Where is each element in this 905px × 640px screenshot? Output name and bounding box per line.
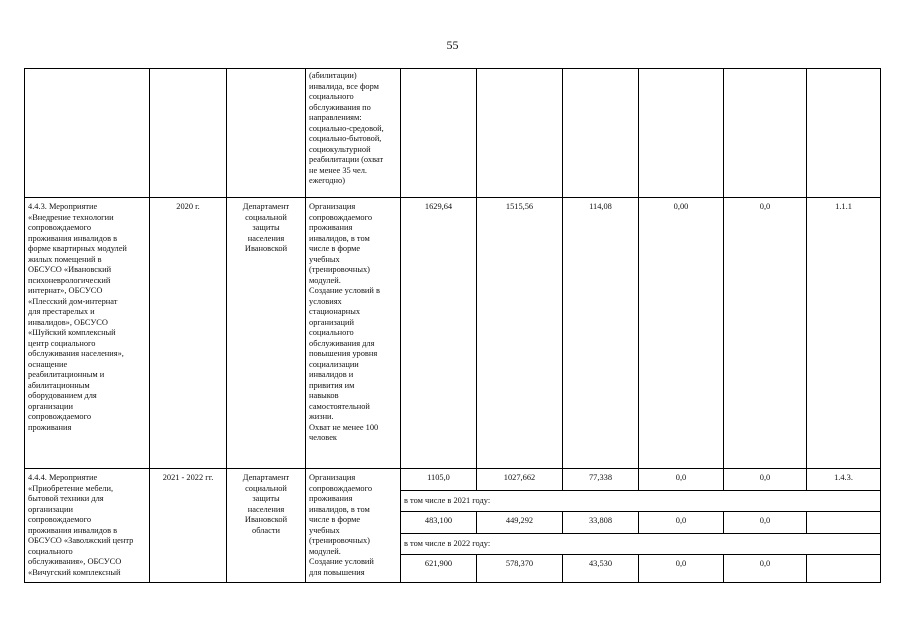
cell-reg — [563, 69, 639, 198]
cell-fed: 1027,662 — [477, 469, 563, 491]
cell-total — [401, 69, 477, 198]
cell-executor — [227, 69, 306, 198]
cell-loc: 0,00 — [639, 198, 724, 469]
cell-executor: Департамент социальной защиты населения Ивановской области — [227, 469, 306, 583]
cell-fed: 1515,56 — [477, 198, 563, 469]
cell-total: 483,100 — [401, 512, 477, 534]
cell-reg: 43,530 — [563, 555, 639, 583]
cell-desc: (абилитации) инвалида, все форм социального обслуживания по направлениям: социально-средовой, социально-бытовой, социокультурной реабилитации (охват не менее 35 чел. ежегодно) — [306, 69, 401, 198]
cell-fed: 578,370 — [477, 555, 563, 583]
cell-total: 1105,0 — [401, 469, 477, 491]
cell-name: 4.4.3. Мероприятие «Внедрение технологии сопровождаемого проживания инвалидов в форме квартирных модулей жилых помещений в ОБСУСО «Ивановский психоневрологический интернат», ОБСУСО «Плесский дом-интернат для престарелых и инвалидов», ОБСУСО «Шуйский комплексный центр социального обслуживания населения», оснащение реабилитационным и абилитационным оборудованием для организации сопровождаемого проживания — [25, 198, 150, 469]
cell-other: 0,0 — [724, 469, 807, 491]
cell-other — [724, 69, 807, 198]
cell-reg: 114,08 — [563, 198, 639, 469]
table-row — [25, 69, 881, 198]
cell-indicator — [807, 555, 881, 583]
cell-year — [150, 69, 227, 198]
cell-indicator: 1.4.3. — [807, 469, 881, 491]
cell-desc: Организация сопровождаемого проживания инвалидов, в том числе в форме учебных (тренировочных) модулей. Создание условий в условиях стационарных организаций социального обслуживания для повышения уровня социализации инвалидов и привития им навыков самостоятельной жизни. Охват не менее 100 человек — [306, 198, 401, 469]
cell-other: 0,0 — [724, 555, 807, 583]
cell-total: 1629,64 — [401, 198, 477, 469]
cell-total: 621,900 — [401, 555, 477, 583]
cell-year: 2021 - 2022 гг. — [150, 469, 227, 583]
cell-reg: 33,808 — [563, 512, 639, 534]
table-row — [25, 198, 881, 469]
cell-executor: Департамент социальной защиты населения Ивановской — [227, 198, 306, 469]
program-table — [24, 68, 881, 583]
cell-indicator — [807, 512, 881, 534]
cell-reg: 77,338 — [563, 469, 639, 491]
cell-loc: 0,0 — [639, 469, 724, 491]
cell-loc — [639, 69, 724, 198]
cell-other: 0,0 — [724, 198, 807, 469]
cell-fed — [477, 69, 563, 198]
cell-indicator: 1.1.1 — [807, 198, 881, 469]
cell-loc: 0,0 — [639, 555, 724, 583]
table-row — [25, 469, 881, 491]
cell-name — [25, 69, 150, 198]
cell-indicator — [807, 69, 881, 198]
page-number: 55 — [446, 38, 459, 52]
cell-desc: Организация сопровождаемого проживания инвалидов, в том числе в форме учебных (тренировочных) модулей. Создание условий для повышения — [306, 469, 401, 583]
cell-fed: 449,292 — [477, 512, 563, 534]
cell-year: 2020 г. — [150, 198, 227, 469]
subheader-2021: в том числе в 2021 году: — [401, 491, 881, 512]
cell-other: 0,0 — [724, 512, 807, 534]
subheader-2022: в том числе в 2022 году: — [401, 534, 881, 555]
cell-name: 4.4.4. Мероприятие «Приобретение мебели, бытовой техники для организации сопровождаемого проживания инвалидов в ОБСУСО «Заволжский центр социального обслуживания», ОБСУСО «Вичугский комплексный — [25, 469, 150, 583]
cell-loc: 0,0 — [639, 512, 724, 534]
